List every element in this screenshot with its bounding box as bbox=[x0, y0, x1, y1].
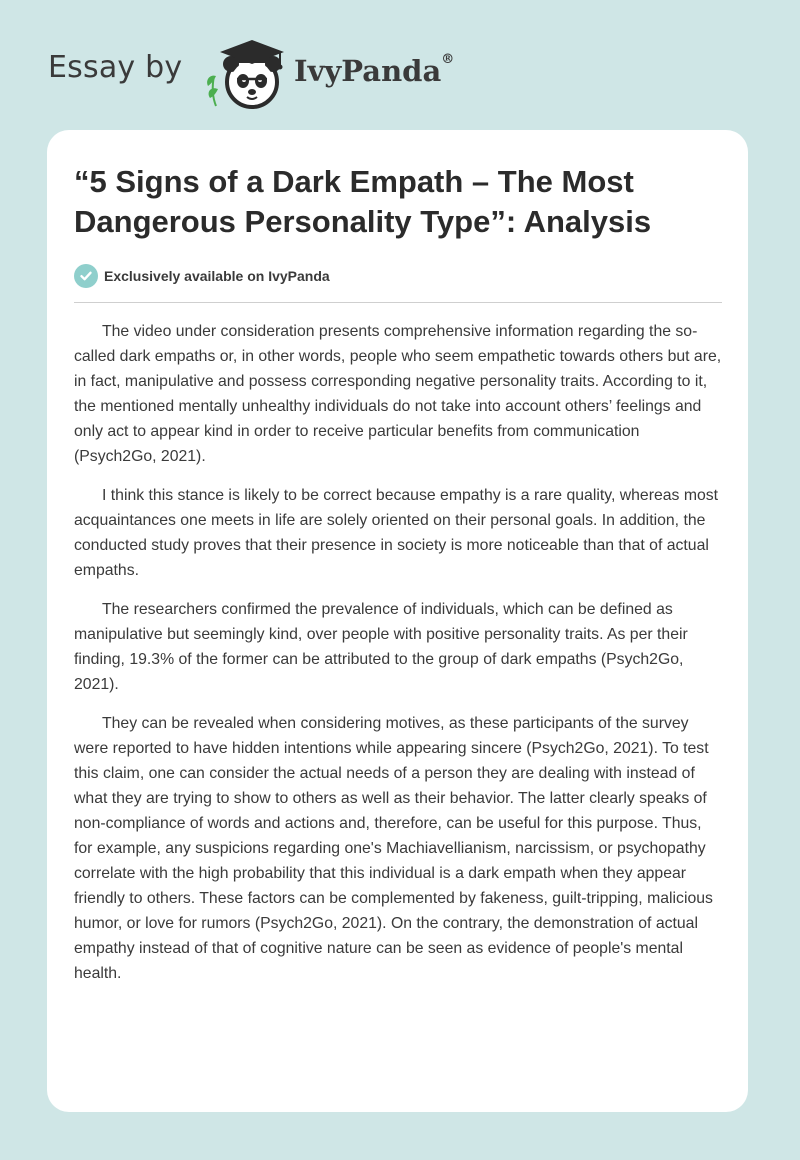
essay-paragraph: The video under consideration presents comprehensive information regarding the so-called dark empaths or, in other words, people who seem empathetic towards others but are, in fact, manipulative and possess corresponding negative personality traits. According to it, the mentioned mentally unhealthy individuals do not take into account others’ feelings and only act to appear kind in order to receive particular benefits from communication (Psych2Go, 2021). bbox=[74, 323, 722, 465]
essay-paragraph: I think this stance is likely to be correct because empathy is a rare quality, whereas most acquaintances one meets in life are solely oriented on their personal goals. In addition, the conducted study proves that their presence in society is more noticeable than that of actual empaths. bbox=[74, 487, 719, 579]
exclusive-badge bbox=[74, 263, 330, 289]
exclusive-badge-label: Exclusively available on IvyPanda bbox=[104, 268, 330, 284]
check-circle-icon bbox=[74, 264, 98, 288]
essay-paragraph: The researchers confirmed the prevalence of individuals, which can be defined as manipulative but seemingly kind, over people with positive personality traits. As per their finding, 19.3% of the former can be attributed to the group of dark empaths (Psych2Go, 2021). bbox=[74, 601, 688, 693]
site-header bbox=[46, 36, 546, 116]
essay-paragraph: They can be revealed when considering motives, as these participants of the survey were reported to have hidden intentions while appearing sincere (Psych2Go, 2021). To test this claim, one can consider the actual needs of a person they are dealing with instead of what they are trying to show to others as well as their behavior. The latter clearly speaks of non-compliance of words and actions and, therefore, can be useful for this purpose. Thus, for example, any suspicions regarding one's Machiavellianism, narcissism, or psychopathy correlate with the high probability that this individual is a dark empath when they appear friendly to others. These factors can be complemented by fakeness, guilt-tripping, malicious humor, or love for rumors (Psych2Go, 2021). On the contrary, the demonstration of actual empathy instead of that of cognitive nature can be seen as evidence of people's mental health. bbox=[74, 715, 713, 982]
essay-body bbox=[74, 319, 724, 1000]
essay-card bbox=[47, 130, 748, 1112]
essay-title: “5 Signs of a Dark Empath – The Most Dangerous Personality Type”: Analysis bbox=[74, 164, 652, 239]
panda-graduate-icon[interactable] bbox=[202, 36, 292, 112]
ivy-leaf-icon bbox=[207, 76, 218, 106]
title-divider bbox=[74, 302, 722, 303]
essay-by-label: Essay by bbox=[48, 50, 183, 85]
brand-name[interactable]: IvyPanda® bbox=[294, 52, 455, 88]
registered-mark: ® bbox=[441, 52, 455, 67]
